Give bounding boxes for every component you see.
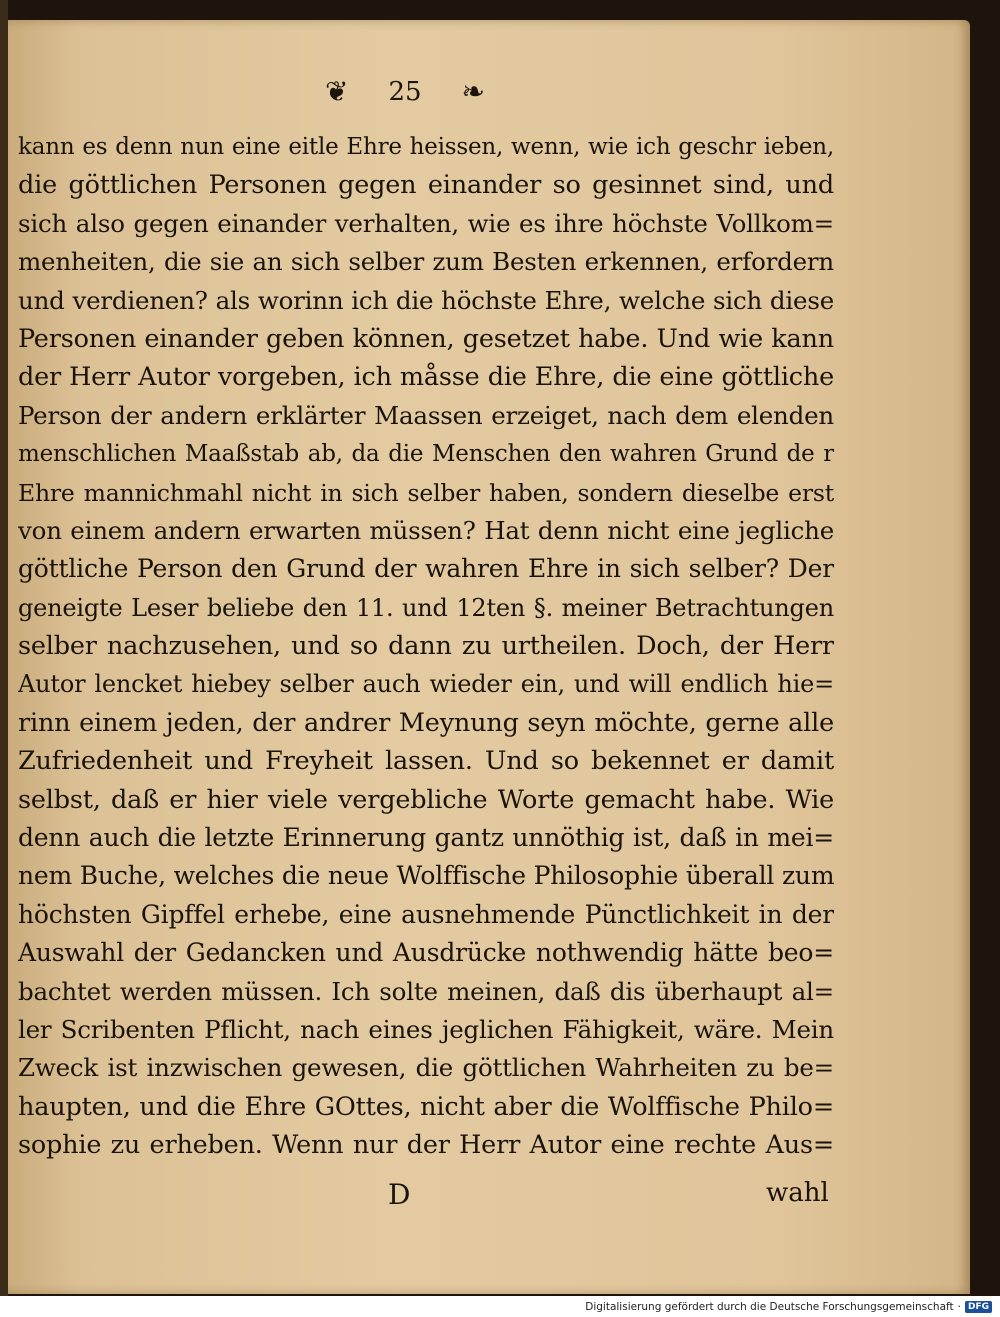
dfg-logo-icon: DFG <box>965 1301 992 1313</box>
ornament-right-icon: ❧ <box>461 75 486 108</box>
text-line: Ehre mannichmahl nicht in sich selber haben, sondern dieselbe erst <box>18 478 834 507</box>
page-number: 25 <box>388 77 422 107</box>
text-line: nem Buche, welches die neue Wolffische Philosophie überall zum <box>18 861 834 891</box>
text-line: sophie zu erheben. Wenn nur der Herr Autor eine rechte Aus= <box>18 1130 834 1161</box>
text-line: Zufriedenheit und Freyheit lassen. Und so bekennet er damit <box>18 746 834 777</box>
text-line: die göttlichen Personen gegen einander so gesinnet sind, und <box>18 170 834 201</box>
ornament-left-icon: ❦ <box>324 75 349 108</box>
digitization-footer <box>585 1299 992 1315</box>
text-line: ler Scribenten Pflicht, nach eines jeglichen Fähigkeit, wäre. Mein <box>18 1014 834 1044</box>
text-line: Autor lencket hiebey selber auch wieder ein, und will endlich hie= <box>18 670 834 699</box>
page-gutter <box>0 0 8 1296</box>
text-line: geneigte Leser beliebe den 11. und 12ten §. meiner Betrachtungen <box>18 593 834 622</box>
running-header <box>270 72 540 112</box>
text-line: selber nachzusehen, und so dann zu urtheilen. Doch, der Herr <box>18 631 834 662</box>
text-line: menschlichen Maaßstab ab, da die Menschen den wahren Grund de r <box>18 441 834 468</box>
text-line: der Herr Autor vorgeben, ich måsse die Ehre, die eine göttliche <box>18 362 834 393</box>
text-line: bachtet werden müssen. Ich solte meinen, daß dis überhaupt al= <box>18 976 834 1006</box>
text-line: Person der andern erklärter Maassen erzeiget, nach dem elenden <box>18 400 834 430</box>
body-text <box>18 128 834 1165</box>
text-line: Auswahl der Gedancken und Ausdrücke nothwendig hätte beo= <box>18 938 834 968</box>
text-line: höchsten Gipffel erhebe, eine ausnehmende Pünctlichkeit in der <box>18 899 834 929</box>
text-line: Zweck ist inzwischen gewesen, die göttlichen Wahrheiten zu be= <box>18 1053 834 1083</box>
text-line: selbst, daß er hier viele vergebliche Worte gemacht habe. Wie <box>18 784 834 815</box>
text-line: haupten, und die Ehre GOttes, nicht aber die Wolffische Philo= <box>18 1091 834 1122</box>
text-line: sich also gegen einander verhalten, wie es ihre höchste Vollkom= <box>18 208 834 238</box>
text-line: Personen einander geben können, gesetzet habe. Und wie kann <box>18 323 834 354</box>
text-line: denn auch die letzte Erinnerung gantz unnöthig ist, daß in mei= <box>18 823 834 853</box>
text-line: menheiten, die sie an sich selber zum Besten erkennen, erfordern <box>18 247 834 277</box>
catchword: wahl <box>766 1178 829 1208</box>
text-line: und verdienen? als worinn ich die höchste Ehre, welche sich diese <box>18 285 834 315</box>
footer-separator: · <box>957 1301 961 1313</box>
signature-mark: D <box>388 1178 411 1211</box>
text-line: rinn einem jeden, der andrer Meynung seyn möchte, gerne alle <box>18 707 834 738</box>
text-line: kann es denn nun eine eitle Ehre heissen, wenn, wie ich geschr ieben, <box>18 134 834 160</box>
footer-text: Digitalisierung gefördert durch die Deutsche Forschungsgemeinschaft <box>585 1301 954 1313</box>
text-line: von einem andern erwarten müssen? Hat denn nicht eine jegliche <box>18 515 834 545</box>
text-line: göttliche Person den Grund der wahren Ehre in sich selber? Der <box>18 554 834 584</box>
